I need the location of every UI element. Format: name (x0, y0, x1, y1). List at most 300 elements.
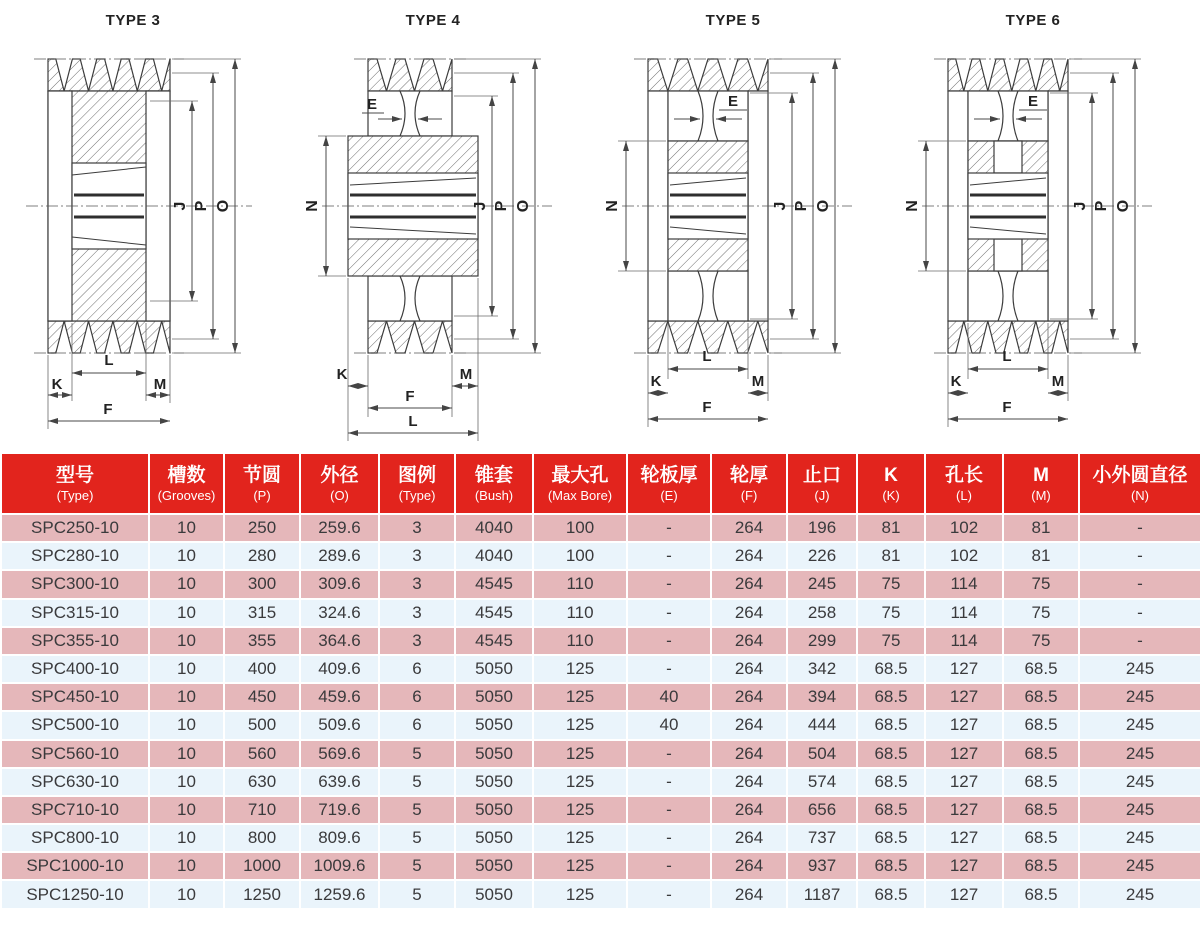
cell: 68.5 (857, 824, 925, 852)
cell: 809.6 (300, 824, 379, 852)
cell: 5050 (455, 711, 533, 739)
header-cell-2 (224, 453, 300, 514)
cell: SPC355-10 (1, 627, 149, 655)
header-en: (M) (1031, 487, 1051, 503)
header-cell-6 (533, 453, 627, 514)
cell: 125 (533, 655, 627, 683)
table-row-SPC355-10 (1, 627, 1200, 655)
cell: 110 (533, 599, 627, 627)
cell: 6 (379, 683, 455, 711)
cell: 4040 (455, 514, 533, 542)
cell: 264 (711, 852, 787, 880)
header-cell-5 (455, 453, 533, 514)
cell: 1259.6 (300, 880, 379, 908)
pulley-drawing-type4 (300, 29, 600, 449)
diagram-title: TYPE 5 (705, 12, 761, 29)
cell: 68.5 (1003, 880, 1079, 908)
table-row-SPC1250-10 (1, 880, 1200, 908)
diagram-title: TYPE 4 (405, 12, 461, 29)
cell: - (627, 740, 711, 768)
cell: 68.5 (857, 852, 925, 880)
cell: 710 (224, 796, 300, 824)
cell: 110 (533, 570, 627, 598)
table-row-SPC1000-10 (1, 852, 1200, 880)
header-cell-4 (379, 453, 455, 514)
cell: 10 (149, 627, 224, 655)
cell: 450 (224, 683, 300, 711)
cell: 127 (925, 655, 1003, 683)
cell: SPC300-10 (1, 570, 149, 598)
header-zh: 最大孔 (551, 464, 609, 486)
cell: 245 (1079, 768, 1200, 796)
cell: - (627, 542, 711, 570)
cell: 280 (224, 542, 300, 570)
cell: 245 (1079, 655, 1200, 683)
svg-text:O: O (815, 199, 832, 213)
cell: 10 (149, 824, 224, 852)
cell: 68.5 (857, 711, 925, 739)
cell: 4545 (455, 627, 533, 655)
header-en: (P) (253, 487, 271, 503)
cell: 5050 (455, 880, 533, 908)
table-row-SPC400-10 (1, 655, 1200, 683)
cell: 309.6 (300, 570, 379, 598)
cell: 459.6 (300, 683, 379, 711)
cell: 127 (925, 711, 1003, 739)
cell: 100 (533, 542, 627, 570)
svg-text:N: N (604, 200, 621, 212)
cell: 264 (711, 768, 787, 796)
header-cell-9 (787, 453, 857, 514)
cell: - (627, 599, 711, 627)
cell: 100 (533, 514, 627, 542)
cell: 264 (711, 824, 787, 852)
header-zh: 轮板厚 (640, 464, 698, 486)
header-cell-3 (300, 453, 379, 514)
header-zh: M (1033, 464, 1049, 486)
cell: 40 (627, 711, 711, 739)
svg-text:J: J (472, 201, 489, 211)
cell: SPC280-10 (1, 542, 149, 570)
table-row-SPC280-10 (1, 542, 1200, 570)
table-row-SPC300-10 (1, 570, 1200, 598)
cell: 127 (925, 683, 1003, 711)
cell: - (627, 655, 711, 683)
cell: 68.5 (1003, 683, 1079, 711)
svg-text:F: F (405, 388, 415, 405)
cell: 127 (925, 824, 1003, 852)
svg-text:K: K (51, 376, 63, 393)
cell: 10 (149, 683, 224, 711)
svg-text:J: J (1072, 201, 1089, 211)
cell: 245 (1079, 711, 1200, 739)
cell: SPC315-10 (1, 599, 149, 627)
cell: - (1079, 599, 1200, 627)
cell: - (1079, 570, 1200, 598)
header-zh: 图例 (397, 464, 436, 486)
cell: 81 (857, 542, 925, 570)
svg-text:P: P (493, 200, 510, 212)
cell: 5050 (455, 852, 533, 880)
cell: 127 (925, 740, 1003, 768)
cell: 264 (711, 880, 787, 908)
svg-text:P: P (793, 200, 810, 212)
cell: 560 (224, 740, 300, 768)
pulley-drawing-type6 (900, 29, 1200, 449)
header-en: (F) (740, 487, 758, 503)
cell: 264 (711, 711, 787, 739)
header-cell-8 (711, 453, 787, 514)
cell: 264 (711, 740, 787, 768)
svg-text:J: J (172, 201, 189, 211)
cell: - (627, 880, 711, 908)
cell: 245 (1079, 824, 1200, 852)
cell: 569.6 (300, 740, 379, 768)
cell: 800 (224, 824, 300, 852)
cell: 1250 (224, 880, 300, 908)
table-row-SPC450-10 (1, 683, 1200, 711)
cell: 5 (379, 824, 455, 852)
header-en: (E) (660, 487, 678, 503)
cell: 125 (533, 740, 627, 768)
cell: - (1079, 514, 1200, 542)
cell: 5 (379, 768, 455, 796)
table-row-SPC560-10 (1, 740, 1200, 768)
cell: 68.5 (857, 796, 925, 824)
cell: 10 (149, 740, 224, 768)
cell: 245 (1079, 683, 1200, 711)
cell: 737 (787, 824, 857, 852)
cell: 937 (787, 852, 857, 880)
cell: 75 (1003, 570, 1079, 598)
cell: 68.5 (1003, 711, 1079, 739)
cell: 127 (925, 768, 1003, 796)
cell: 719.6 (300, 796, 379, 824)
cell: SPC800-10 (1, 824, 149, 852)
cell: 114 (925, 627, 1003, 655)
cell: 264 (711, 627, 787, 655)
cell: 264 (711, 683, 787, 711)
svg-text:K: K (950, 373, 962, 390)
header-en: (Type) (398, 487, 436, 503)
cell: - (627, 824, 711, 852)
svg-text:L: L (1002, 348, 1012, 365)
cell: SPC1250-10 (1, 880, 149, 908)
header-zh: 外径 (320, 464, 359, 486)
cell: 324.6 (300, 599, 379, 627)
svg-text:O: O (1115, 199, 1132, 213)
table-row-SPC500-10 (1, 711, 1200, 739)
cell: 114 (925, 570, 1003, 598)
cell: 5050 (455, 824, 533, 852)
cell: 259.6 (300, 514, 379, 542)
svg-text:F: F (103, 401, 113, 418)
header-zh: 型号 (55, 464, 94, 486)
cell: 264 (711, 796, 787, 824)
cell: 444 (787, 711, 857, 739)
cell: 364.6 (300, 627, 379, 655)
cell: 127 (925, 880, 1003, 908)
cell: 75 (1003, 627, 1079, 655)
cell: SPC630-10 (1, 768, 149, 796)
cell: 125 (533, 796, 627, 824)
cell: 504 (787, 740, 857, 768)
svg-text:N: N (904, 200, 921, 212)
cell: 125 (533, 768, 627, 796)
cell: SPC1000-10 (1, 852, 149, 880)
cell: - (627, 627, 711, 655)
pulley-drawing-type3 (0, 29, 300, 449)
table-row-SPC315-10 (1, 599, 1200, 627)
header-en: (J) (814, 487, 830, 503)
cell: - (627, 768, 711, 796)
cell: - (627, 570, 711, 598)
table-row-SPC630-10 (1, 768, 1200, 796)
cell: - (627, 514, 711, 542)
diagram-panel-type5 (600, 0, 900, 452)
diagram-panel-type3 (0, 0, 300, 452)
cell: 68.5 (857, 768, 925, 796)
svg-text:M: M (1051, 373, 1065, 390)
header-zh: 小外圆直径 (1092, 464, 1188, 486)
cell: 5050 (455, 796, 533, 824)
header-zh: 轮厚 (729, 464, 768, 486)
svg-text:N: N (304, 200, 321, 212)
header-cell-11 (925, 453, 1003, 514)
cell: 264 (711, 599, 787, 627)
diagram-title: TYPE 6 (1005, 12, 1061, 29)
cell: 10 (149, 655, 224, 683)
header-en: (N) (1130, 487, 1150, 503)
cell: 81 (1003, 514, 1079, 542)
cell: 258 (787, 599, 857, 627)
header-cell-10 (857, 453, 925, 514)
cell: 125 (533, 880, 627, 908)
cell: 3 (379, 570, 455, 598)
cell: 81 (857, 514, 925, 542)
cell: 245 (1079, 880, 1200, 908)
diagram-panel-type4 (300, 0, 600, 452)
cell: 68.5 (1003, 655, 1079, 683)
svg-text:P: P (193, 200, 210, 212)
cell: 250 (224, 514, 300, 542)
header-en: (O) (330, 487, 349, 503)
table-header-row (1, 453, 1200, 514)
cell: 75 (857, 599, 925, 627)
cell: 342 (787, 655, 857, 683)
header-zh: K (884, 464, 898, 486)
cell: 10 (149, 796, 224, 824)
cell: 400 (224, 655, 300, 683)
cell: 102 (925, 542, 1003, 570)
cell: - (627, 852, 711, 880)
cell: 5 (379, 740, 455, 768)
cell: 6 (379, 655, 455, 683)
cell: 5050 (455, 655, 533, 683)
cell: 125 (533, 824, 627, 852)
cell: 10 (149, 880, 224, 908)
cell: 5 (379, 880, 455, 908)
cell: 10 (149, 768, 224, 796)
cell: 196 (787, 514, 857, 542)
header-zh: 槽数 (167, 464, 206, 486)
cell: SPC560-10 (1, 740, 149, 768)
cell: 68.5 (1003, 740, 1079, 768)
svg-text:M: M (459, 366, 473, 383)
cell: 4545 (455, 570, 533, 598)
header-en: (Max Bore) (547, 487, 613, 503)
svg-text:K: K (336, 366, 348, 383)
svg-text:F: F (1002, 399, 1012, 416)
diagram-title: TYPE 3 (105, 12, 161, 29)
cell: 509.6 (300, 711, 379, 739)
cell: 125 (533, 711, 627, 739)
cell: 245 (1079, 740, 1200, 768)
header-zh: 节圆 (242, 464, 281, 486)
cell: 264 (711, 570, 787, 598)
svg-text:L: L (702, 348, 712, 365)
cell: 315 (224, 599, 300, 627)
cell: 127 (925, 796, 1003, 824)
cell: SPC450-10 (1, 683, 149, 711)
svg-text:F: F (702, 399, 712, 416)
cell: 110 (533, 627, 627, 655)
header-cell-0 (1, 453, 149, 514)
svg-text:O: O (515, 199, 532, 213)
cell: SPC250-10 (1, 514, 149, 542)
cell: 75 (857, 627, 925, 655)
cell: 3 (379, 514, 455, 542)
table-row-SPC800-10 (1, 824, 1200, 852)
cell: 5 (379, 796, 455, 824)
cell: SPC500-10 (1, 711, 149, 739)
cell: 409.6 (300, 655, 379, 683)
svg-text:O: O (215, 199, 232, 213)
cell: 226 (787, 542, 857, 570)
svg-text:E: E (727, 93, 739, 110)
header-cell-12 (1003, 453, 1079, 514)
cell: 5 (379, 852, 455, 880)
cell: 264 (711, 542, 787, 570)
cell: 264 (711, 514, 787, 542)
svg-text:J: J (772, 201, 789, 211)
cell: 68.5 (857, 683, 925, 711)
cell: 114 (925, 599, 1003, 627)
svg-text:E: E (1027, 93, 1039, 110)
cell: - (627, 796, 711, 824)
cell: 68.5 (1003, 768, 1079, 796)
cell: 3 (379, 599, 455, 627)
cell: 5050 (455, 768, 533, 796)
cell: 3 (379, 542, 455, 570)
pulley-drawing-type5 (600, 29, 900, 449)
cell: 10 (149, 852, 224, 880)
cell: 125 (533, 683, 627, 711)
svg-text:M: M (751, 373, 765, 390)
cell: 264 (711, 655, 787, 683)
cell: 75 (857, 570, 925, 598)
cell: - (1079, 627, 1200, 655)
svg-text:K: K (650, 373, 662, 390)
svg-text:P: P (1093, 200, 1110, 212)
cell: 299 (787, 627, 857, 655)
cell: 102 (925, 514, 1003, 542)
cell: 656 (787, 796, 857, 824)
cell: 300 (224, 570, 300, 598)
header-cell-13 (1079, 453, 1200, 514)
cell: 40 (627, 683, 711, 711)
cell: 3 (379, 627, 455, 655)
cell: 68.5 (1003, 824, 1079, 852)
header-cell-7 (627, 453, 711, 514)
cell: 1000 (224, 852, 300, 880)
header-cell-1 (149, 453, 224, 514)
cell: 289.6 (300, 542, 379, 570)
header-en: (Grooves) (157, 487, 216, 503)
cell: 245 (1079, 852, 1200, 880)
cell: 4040 (455, 542, 533, 570)
cell: 6 (379, 711, 455, 739)
cell: 10 (149, 599, 224, 627)
header-zh: 锥套 (474, 464, 513, 486)
cell: 1187 (787, 880, 857, 908)
cell: 68.5 (857, 740, 925, 768)
header-zh: 孔长 (944, 464, 983, 486)
cell: 4545 (455, 599, 533, 627)
cell: 1009.6 (300, 852, 379, 880)
cell: 394 (787, 683, 857, 711)
cell: 245 (1079, 796, 1200, 824)
cell: SPC400-10 (1, 655, 149, 683)
cell: 5050 (455, 740, 533, 768)
svg-text:L: L (104, 352, 114, 369)
diagram-strip (0, 0, 1200, 452)
cell: 574 (787, 768, 857, 796)
cell: 75 (1003, 599, 1079, 627)
header-zh: 止口 (802, 464, 841, 486)
cell: 68.5 (1003, 852, 1079, 880)
svg-text:L: L (408, 413, 418, 430)
spec-table (0, 452, 1200, 910)
cell: 68.5 (857, 880, 925, 908)
cell: 10 (149, 711, 224, 739)
header-en: (Bush) (474, 487, 514, 503)
cell: 639.6 (300, 768, 379, 796)
diagram-panel-type6 (900, 0, 1200, 452)
cell: 10 (149, 570, 224, 598)
header-en: (L) (956, 487, 972, 503)
table-row-SPC710-10 (1, 796, 1200, 824)
svg-text:M: M (153, 376, 167, 393)
cell: - (1079, 542, 1200, 570)
table-row-SPC250-10 (1, 514, 1200, 542)
cell: 68.5 (1003, 796, 1079, 824)
cell: 5050 (455, 683, 533, 711)
cell: 245 (787, 570, 857, 598)
cell: 10 (149, 514, 224, 542)
cell: 68.5 (857, 655, 925, 683)
cell: 81 (1003, 542, 1079, 570)
cell: SPC710-10 (1, 796, 149, 824)
cell: 125 (533, 852, 627, 880)
cell: 630 (224, 768, 300, 796)
cell: 127 (925, 852, 1003, 880)
cell: 10 (149, 542, 224, 570)
svg-text:E: E (366, 96, 378, 113)
cell: 500 (224, 711, 300, 739)
header-en: (Type) (56, 487, 94, 503)
header-en: (K) (882, 487, 900, 503)
